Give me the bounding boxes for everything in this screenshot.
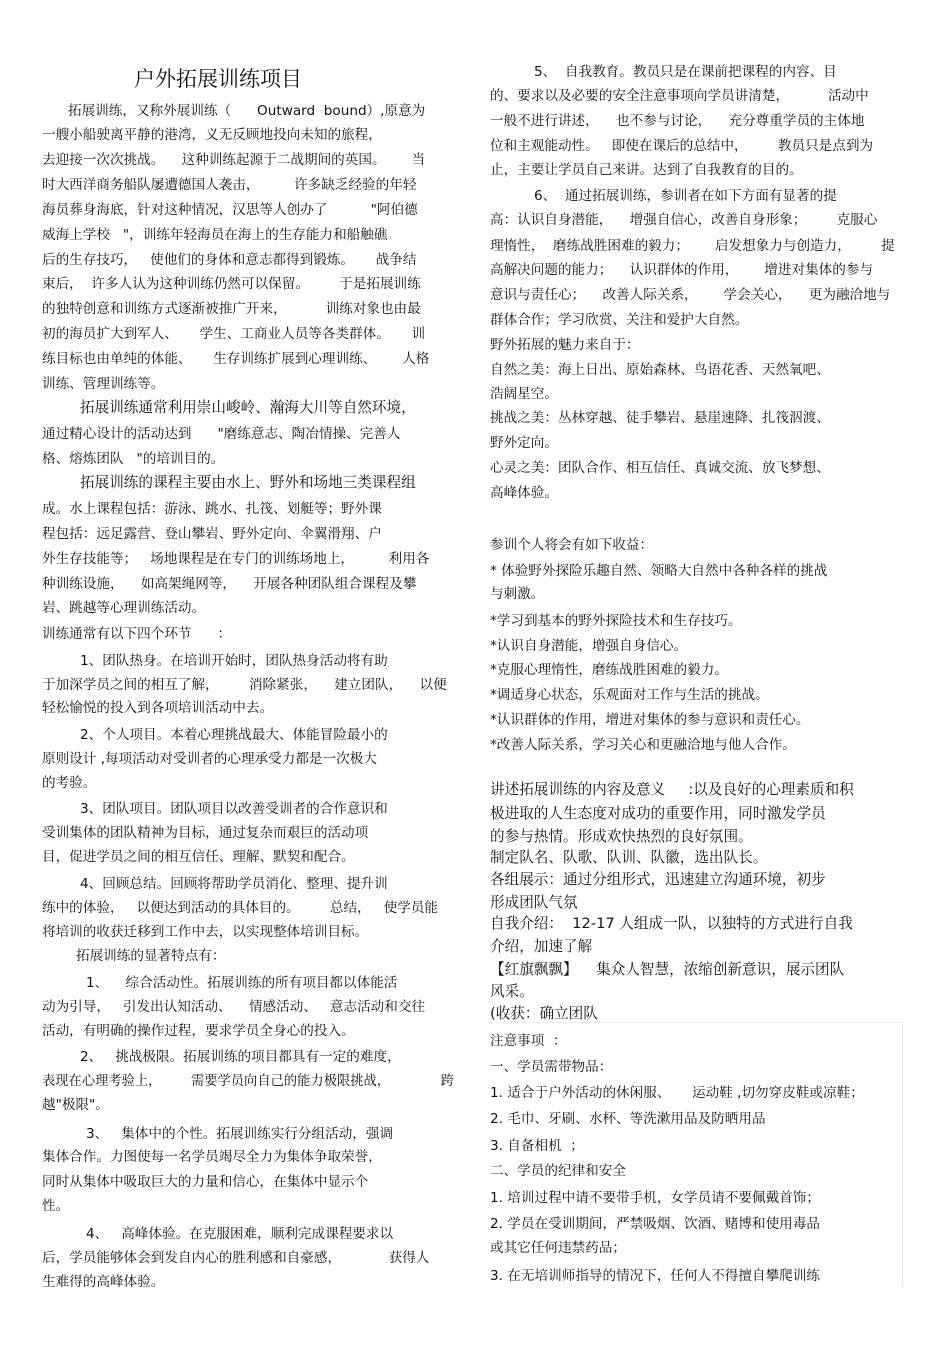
paragraph-line: 心灵之美：团队合作、相互信任、真诚交流、放飞梦想、 <box>490 460 830 476</box>
paragraph-line: 2、个人项目。本着心理挑战最大、体能冒险最小的 <box>80 727 388 743</box>
paragraph-line: 风采。 <box>490 983 534 1000</box>
paragraph-line: 练目标也由单纯的体能、 生存训练扩展到心理训练、 人格 <box>42 351 430 367</box>
paragraph-line: 讲述拓展训练的内容及意义 :以及良好的心理素质和积 <box>490 781 854 798</box>
list-item: * 体验野外探险乐趣自然、领略大自然中各种各样的挑战 <box>490 563 828 579</box>
paragraph-line: 的独特创意和训练方式逐渐被推广开来， 训练对象也由最 <box>42 301 421 317</box>
paragraph-line: 各组展示：通过分组形式，迅速建立沟通环境，初步 <box>490 871 826 888</box>
paragraph-line: 形成团队气氛 <box>490 894 578 911</box>
paragraph-line: 【红旗飘飘】 集众人智慧，浓缩创新意识，展示团队 <box>490 961 845 978</box>
list-item: 3. 在无培训师指导的情况下，任何人不得擅自攀爬训练 <box>490 1268 820 1284</box>
list-item: 3. 自备相机 ； <box>490 1138 584 1154</box>
paragraph-line: 1、团队热身。在培训开始时，团队热身活动将有助 <box>80 653 388 669</box>
paragraph-line: 后的生存技巧， 使他们的身体和意志都得到锻炼。 战争结 <box>42 252 417 268</box>
paragraph-line: 高：认识自身潜能， 增强自信心，改善自身形象； 克服心 <box>490 212 878 228</box>
paragraph-line: 练中的体验， 以便达到活动的具体目的。 总结， 使学员能 <box>42 900 439 916</box>
section-heading: 一、学员需带物品： <box>490 1059 613 1075</box>
list-item: 或其它任何违禁药品； <box>490 1240 626 1256</box>
paragraph-line: 表现在心理考验上， 需要学员向自己的能力极限挑战， 跨 <box>42 1073 454 1089</box>
paragraph-line: 威海上学校 "，训练年轻海员在海上的生存能力和船触礁 <box>42 227 388 243</box>
paragraph-line: 浩阔星空。 <box>490 386 558 402</box>
paragraph-line: 自我介绍： 12-17 人组成一队，以独特的方式进行自我 <box>490 915 853 932</box>
paragraph-line: 2、 挑战极限。拓展训练的项目都具有一定的难度， <box>80 1049 401 1065</box>
section-heading: 拓展训练的显著特点有： <box>76 948 226 964</box>
paragraph-line: 去迎接一次次挑战。 这种训练起源于二战期间的英国。 当 <box>42 152 426 168</box>
list-item: *改善人际关系，学习关心和更融洽地与他人合作。 <box>490 737 796 753</box>
paragraph-line: 制定队名、队歌、队训、队徽，选出队长。 <box>490 849 768 866</box>
paragraph-line: 轻松愉悦的投入到各项培训活动中去。 <box>42 700 274 716</box>
paragraph-line: 的考验。 <box>42 775 97 791</box>
paragraph-line: 格、熔炼团队 "的培训目的。 <box>42 451 225 467</box>
paragraph-line: 将培训的收获迁移到工作中去，以实现整体培训目标。 <box>42 924 369 940</box>
list-item: 1. 培训过程中请不要带手机，女学员请不要佩戴首饰； <box>490 1190 820 1206</box>
paragraph-line: 于加深学员之间的相互了解， 消除紧张， 建立团队， 以便 <box>42 677 447 693</box>
paragraph-line: 的参与热情。形成欢快热烈的良好氛围。 <box>490 828 753 845</box>
paragraph-line: 一艘小船驶离平静的港湾，义无反顾地投向未知的旅程， <box>42 127 382 143</box>
paragraph-line: 海员葬身海底，针对这种情况，汉思等人创办了 "阿伯德 <box>42 202 418 218</box>
list-item: 与刺激。 <box>490 586 545 602</box>
list-item: *克服心理惰性，磨练战胜困难的毅力。 <box>490 662 728 678</box>
paragraph-line: 的、要求以及必要的安全注意事项向学员讲清楚， 活动中 <box>490 88 869 104</box>
paragraph-line: 动为引导， 引发出认知活动、 情感活动、 意志活动和交往 <box>42 999 426 1015</box>
paragraph-line: 训练、管理训练等。 <box>42 376 165 392</box>
list-item: *学习到基本的野外探险技术和生存技巧。 <box>490 613 742 629</box>
paragraph-line: 挑战之美：丛林穿越、徒手攀岩、悬崖速降、扎筏泅渡、 <box>490 410 830 426</box>
paragraph-line: 高峰体验。 <box>490 485 558 501</box>
paragraph-line: 性。 <box>42 1198 70 1214</box>
list-item: *认识自身潜能，增强自身信心。 <box>490 638 688 654</box>
paragraph-line: 6、 通过拓展训练，参训者在如下方面有显著的提 <box>534 188 837 204</box>
paragraph-line: 活动，有明确的操作过程，要求学员全身心的投入。 <box>42 1023 355 1039</box>
paragraph-line: 集体合作。力图使每一名学员竭尽全力为集体争取荣誉， <box>42 1149 382 1165</box>
paragraph-line: 介绍，加速了解 <box>490 938 593 955</box>
section-heading: 训练通常有以下四个环节 ： <box>42 626 232 642</box>
paragraph-line: 4、 高峰体验。在克服困难，顺利完成课程要求以 <box>86 1226 394 1242</box>
paragraph-line: 野外定向。 <box>490 435 558 451</box>
section-heading: 参训个人将会有如下收益： <box>490 537 654 553</box>
list-item: 2. 毛巾、牙刷、水杯、等洗漱用品及防晒用品 <box>490 1111 766 1127</box>
paragraph-line: 种训练设施， 如高架绳网等， 开展各种团队组合课程及攀 <box>42 576 417 592</box>
list-item: 1. 适合于户外活动的休闲服、 运动鞋 ,切勿穿皮鞋或凉鞋； <box>490 1085 864 1101</box>
paragraph-line: 束后， 许多人认为这种训练仍然可以保留。 于是拓展训练 <box>42 276 421 292</box>
paragraph-line: 拓展训练，又称外展训练（ Outward bound）,原意为 <box>68 103 426 119</box>
document-title: 户外拓展训练项目 <box>134 67 302 91</box>
paragraph-line: 5、 自我教育。教员只是在课前把课程的内容、目 <box>534 64 837 80</box>
paragraph-line: 自然之美：海上日出、原始森林、鸟语花香、天然氧吧、 <box>490 362 830 378</box>
paragraph-line: 拓展训练的课程主要由水上、野外和场地三类课程组 <box>80 474 416 491</box>
paragraph-line: 后，学员能够体会到发自内心的胜利感和自豪感， 获得人 <box>42 1250 430 1266</box>
paragraph-line: 时大西洋商务船队屡遭德国人袭击， 许多缺乏经验的年轻 <box>42 177 417 193</box>
paragraph-line: 受训集体的团队精神为目标，通过复杂而艰巨的活动项 <box>42 825 369 841</box>
section-heading: 野外拓展的魅力来自于： <box>490 337 640 353</box>
paragraph-line: 外生存技能等； 场地课程是在专门的训练场地上， 利用各 <box>42 551 430 567</box>
paragraph-line: 目，促进学员之间的相互信任、理解、默契和配合。 <box>42 849 355 865</box>
paragraph-line: 3、团队项目。团队项目以改善受训者的合作意识和 <box>80 801 388 817</box>
paragraph-line: 同时从集体中吸取巨大的力量和信心，在集体中显示个 <box>42 1174 369 1190</box>
paragraph-line: 3、 集体中的个性。拓展训练实行分组活动，强调 <box>86 1126 394 1142</box>
paragraph-line: 岩、跳越等心理训练活动。 <box>42 600 206 616</box>
paragraph-line: 极进取的人生态度对成功的重要作用，同时激发学员 <box>490 805 826 822</box>
paragraph-line: 程包括：远足露营、登山攀岩、野外定向、伞翼滑翔、户 <box>42 526 382 542</box>
paragraph-line: 原则设计 ,每项活动对受训者的心理承受力都是一次极大 <box>42 751 377 767</box>
paragraph-line: 通过精心设计的活动达到 "磨练意志、陶冶情操、完善人 <box>42 426 401 442</box>
paragraph-line: (收获：确立团队 <box>490 1005 598 1022</box>
paragraph-line: 一般不进行讲述， 也不参与讨论， 充分尊重学员的主体地 <box>490 113 865 129</box>
paragraph-line: 生难得的高峰体验。 <box>42 1274 165 1290</box>
paragraph-line: 理惰性， 磨练战胜困难的毅力； 启发想象力与创造力， 提 <box>490 238 895 254</box>
paragraph-line: 群体合作；学习欣赏、关注和爱护大自然。 <box>490 312 749 328</box>
paragraph-line: 高解决问题的能力； 认识群体的作用， 增进对集体的参与 <box>490 262 874 278</box>
paragraph-line: 止，主要让学员自己来讲。达到了自我教育的目的。 <box>490 162 803 178</box>
section-heading: 注意事项 ： <box>490 1033 567 1049</box>
paragraph-line: 位和主观能动性。 即使在课后的总结中， 教员只是点到为 <box>490 138 874 154</box>
paragraph-line: 成。水上课程包括：游泳、跳水、扎筏、划艇等；野外课 <box>42 501 382 517</box>
list-item: *认识群体的作用，增进对集体的参与意识和责任心。 <box>490 712 810 728</box>
paragraph-line: 4、回顾总结。回顾将帮助学员消化、整理、提升训 <box>80 876 388 892</box>
list-item: 2. 学员在受训期间，严禁吸烟、饮酒、赌博和使用毒品 <box>490 1216 820 1232</box>
paragraph-line: 拓展训练通常利用崇山峻岭、瀚海大川等自然环境， <box>80 399 416 416</box>
paragraph-line: 越"极限"。 <box>42 1097 109 1113</box>
paragraph-line: 意识与责任心； 改善人际关系， 学会关心， 更为融洽地与 <box>490 287 891 303</box>
section-heading: 二、学员的纪律和安全 <box>490 1163 626 1179</box>
paragraph-line: 1、 综合活动性。拓展训练的所有项目都以体能活 <box>86 975 398 991</box>
paragraph-line: 初的海员扩大到军人、 学生、工商业人员等各类群体。 训 <box>42 326 426 342</box>
list-item: *调适身心状态，乐观面对工作与生活的挑战。 <box>490 687 769 703</box>
